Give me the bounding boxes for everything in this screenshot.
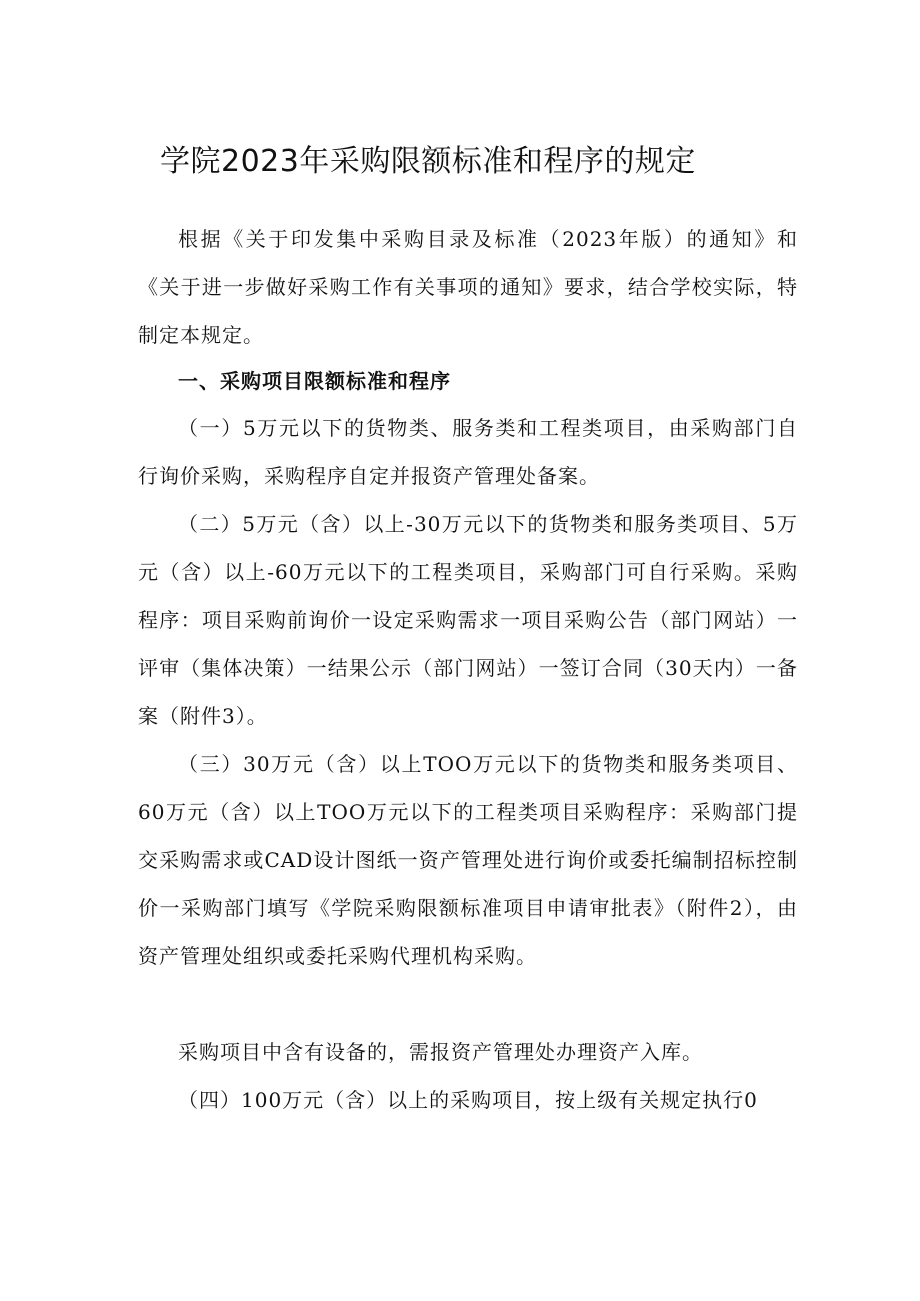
- item-3-block: [138, 740, 798, 980]
- item-2-block: [138, 500, 798, 740]
- item-4-block: [138, 1076, 798, 1124]
- intro-paragraph: 根据《关于印发集中采购目录及标准（2023年版）的通知》和《关于进一步做好采购工作有关事项的通知》要求，结合学校实际，特制定本规定。: [138, 227, 798, 347]
- item-3-paragraph: （三）30万元（含）以上TOO万元以下的货物类和服务类项目、60万元（含）以上TOO万元以下的工程类项目采购程序：采购部门提交采购需求或CAD设计图纸一资产管理处进行询价或委托编制招标控制价一采购部门填写《学院采购限额标准项目申请审批表》（附件2），由资产管理处组织或委托采购代理机构采购。: [138, 752, 798, 968]
- item-4-paragraph: （四）100万元（含）以上的采购项目，按上级有关规定执行0: [178, 1088, 758, 1112]
- section-heading: 一、采购项目限额标准和程序: [178, 369, 451, 393]
- document-title: 学院2023年采购限额标准和程序的规定: [160, 144, 696, 179]
- item-2-paragraph: （二）5万元（含）以上-30万元以下的货物类和服务类项目、5万元（含）以上-60万元以下的工程类项目，采购部门可自行采购。采购程序：项目采购前询价一设定采购需求一项目采购公告（部门网站）一评审（集体决策）一结果公示（部门网站）一签订合同（30天内）一备案（附件3）。: [138, 512, 798, 728]
- note-block: [138, 1028, 798, 1076]
- section-1: [138, 357, 798, 405]
- document-body: [138, 215, 798, 359]
- note-paragraph: 采购项目中含有设备的，需报资产管理处办理资产入库。: [178, 1040, 703, 1064]
- item-1-paragraph: （一）5万元以下的货物类、服务类和工程类项目，由采购部门自行询价采购，采购程序自定并报资产管理处备案。: [138, 416, 798, 488]
- item-1-block: [138, 404, 798, 500]
